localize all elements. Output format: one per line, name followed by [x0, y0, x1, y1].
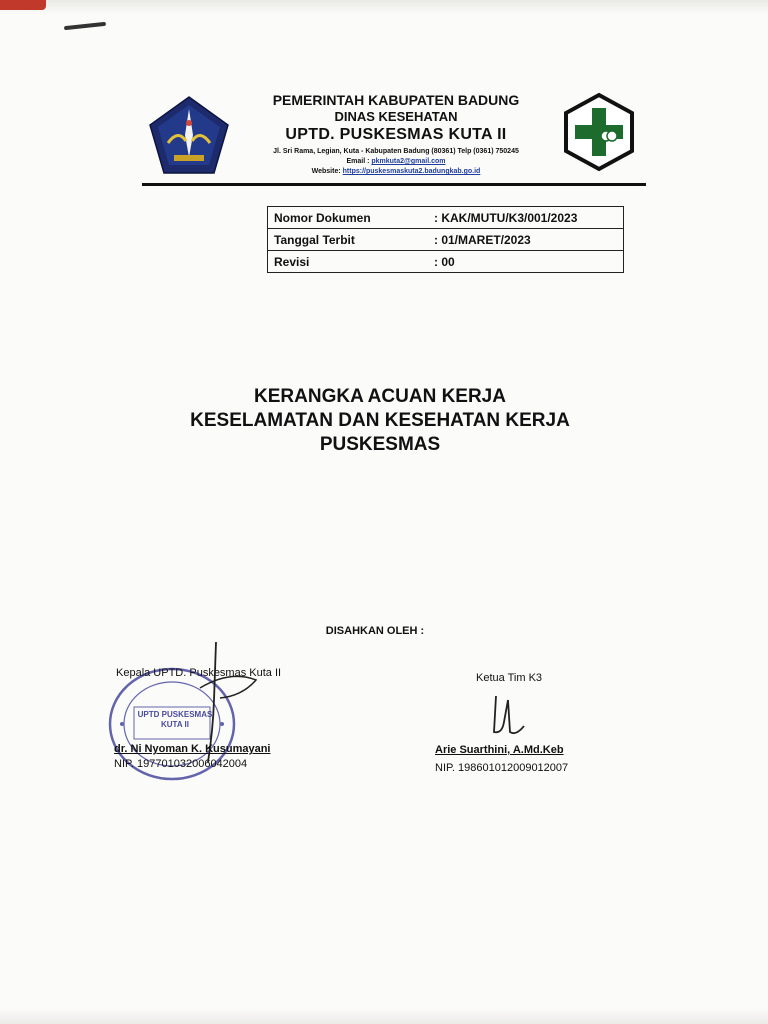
website-label: Website: [311, 168, 343, 175]
left-signatory-nip: NIP. 197701032006042004 [114, 758, 248, 770]
scan-edge-bottom [0, 1008, 768, 1024]
left-signatory-name: dr. Ni Nyoman K. Kusumayani [114, 743, 271, 755]
website-link[interactable]: https://puskesmaskuta2.badungkab.go.id [342, 168, 481, 175]
email-link[interactable]: pkmkuta2@gmail.com [371, 158, 446, 165]
approval-heading: DISAHKAN OLEH : [325, 625, 425, 637]
issue-date-label: Tanggal Terbit [268, 229, 421, 251]
scan-edge-top [0, 0, 768, 14]
letterhead [236, 92, 556, 177]
issue-date-value: : 01/MARET/2023 [420, 229, 624, 251]
title-line-1: KERANGKA ACUAN KERJA [254, 386, 506, 407]
website-line [236, 167, 556, 177]
stamp-line-1: UPTD PUSKESMAS [137, 710, 213, 719]
doc-number-value: : KAK/MUTU/K3/001/2023 [420, 207, 624, 229]
address: Jl. Sri Rama, Legian, Kuta - Kabupaten Badung (80361) Telp (0361) 750245 [273, 148, 519, 155]
table-row [268, 229, 624, 251]
title-line-2: KESELAMATAN DAN KESEHATAN KERJA [190, 410, 570, 431]
table-row [268, 251, 624, 273]
letterhead-divider [142, 183, 646, 186]
badung-emblem-icon [148, 95, 230, 175]
revision-value: : 00 [420, 251, 624, 273]
scan-mark-red [0, 0, 46, 10]
stamp-line-2: KUTA II [161, 720, 189, 729]
government-name: PEMERINTAH KABUPATEN BADUNG [272, 92, 520, 108]
email-label: Email : [346, 158, 372, 165]
email-line [236, 157, 556, 167]
puskesmas-logo-icon [562, 92, 636, 172]
revision-label: Revisi [268, 251, 421, 273]
doc-number-label: Nomor Dokumen [268, 207, 421, 229]
title-line-3: PUSKESMAS [319, 434, 441, 455]
document-title [100, 385, 660, 457]
document-info-table [267, 206, 624, 273]
right-signatory-nip: NIP. 198601012009012007 [435, 762, 569, 774]
right-signatory-name: Arie Suarthini, A.Md.Keb [435, 744, 564, 756]
scan-pen-mark [64, 22, 106, 30]
handwritten-signature-right-icon [488, 692, 528, 738]
right-signatory-role: Ketua Tim K3 [476, 672, 543, 684]
unit-name: UPTD. PUSKESMAS KUTA II [285, 126, 507, 143]
left-signatory-role: Kepala UPTD. Puskesmas Kuta II [116, 667, 282, 679]
table-row [268, 207, 624, 229]
department-name: DINAS KESEHATAN [334, 109, 458, 124]
